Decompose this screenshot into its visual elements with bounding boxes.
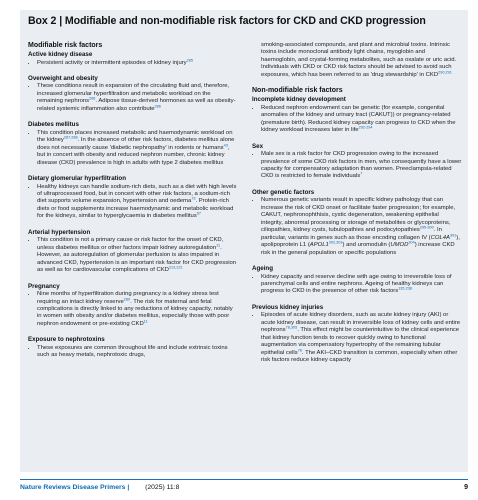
active-kidney-disease-title: Active kidney disease	[28, 51, 93, 58]
gene-name: APOL1	[309, 242, 329, 249]
reference-link[interactable]: 302,303	[328, 240, 343, 245]
pregnancy-title: Pregnancy	[28, 282, 60, 290]
reference-link[interactable]: 73	[191, 196, 196, 201]
reference-link[interactable]: 11	[216, 243, 221, 248]
reference-link[interactable]: 135,238	[398, 286, 412, 291]
overweight-title: Overweight and obesity	[28, 74, 98, 82]
hypertension-title: Arterial hypertension	[28, 228, 91, 236]
incomplete-development-title: Incomplete kidney development	[252, 96, 346, 104]
active-kidney-disease-bullet: • Persistent activity or intermittent episodes of kidney injury$^{285}$	[37, 60, 238, 67]
diabetes-bullet: • This condition places increased metabolic and haemodynamic workload on the kidney$^{287,288}$. In the absence of other risk factors, diabetes mellitus alone does not necessarily cause 'diabetic nephropathy' in rodents or humans$^{43}$, but in concert with obesity and reduced nephron number, chronic kidney disease (CKD) prevalence is high in adults with type 2 diabetes mellitus	[37, 130, 238, 167]
genetic-bullet: • Numerous genetic variants result in specific kidney pathology that can increase the risk of CKD onset or facilitate faster progression; for example, CAKUT, nephronophthisis, cystic degeneration, weakening epithelial integrity, abnormal processing or storage of metabolites or glycoproteins, ciliopathies, kidney cysts, tubulopathies and podocytopathies$^{295-300}$. In particular, variants in genes such as those encoding collagen IV $(COL4A^{301})$, apolipoprotein L1 (APOL1$^{302,303}$) and uromodulin (UMOD$^{304}$) increase CKD risk in the general population or specific populations	[261, 197, 462, 257]
reference-link[interactable]: 301	[449, 233, 457, 238]
sex-bullet: • Male sex is a risk factor for CKD progression owing to the increased prevalence of some CKD risk factors in men, who consequently have a lower capacity for compensatory adaptation than women. Preeclampsia-related CKD is restricted to female individuals$^7$	[261, 151, 462, 181]
diabetes-title: Diabetes mellitus	[28, 121, 79, 129]
box-title: Box 2 | Modifiable and non-modifiable risk factors for CKD and CKD progression	[28, 15, 426, 27]
box-2-panel	[20, 10, 468, 472]
reference-link[interactable]: 11	[143, 319, 148, 324]
nephrotoxins-continued: smoking-associated compounds, and plant and microbial toxins. Intrinsic toxins include monoclonal antibody light chains, myoglobin and haemoglobin, and crystal-forming metabolites, such as oxalate or uric acid. Individuals with CKD or CKD risk factors should be advised to avoid such exposures, which has been referred to as 'drug stewardship' in CKD$^{290,291}$	[261, 42, 457, 78]
reference-link[interactable]: 78	[297, 348, 302, 353]
footer-separator: |	[127, 484, 130, 491]
modifiable-column	[28, 42, 238, 360]
sex-title: Sex	[252, 142, 264, 150]
overweight-bullet: • These conditions result in expansion of the circulating fluid and, therefore, increased glomerular hyperfiltration and metabolic workload on the remaining nephrons$^{286}$. Adipose tissue-derived hormones as well as obesity-related systemic inflammation also contribute$^{286}$	[37, 83, 238, 113]
reference-link[interactable]: 213,221	[168, 265, 183, 270]
page-number: 9	[464, 484, 468, 491]
reference-link[interactable]: 292-294	[358, 125, 373, 130]
ageing-title: Ageing	[252, 265, 273, 273]
non-modifiable-heading: Non-modifiable risk factors	[252, 87, 343, 95]
citation: (2025) 11:8	[145, 484, 180, 491]
genetic-title: Other genetic factors	[252, 188, 315, 196]
nephrotoxins-title: Exposure to nephrotoxins	[28, 336, 105, 344]
reference-link[interactable]: 43	[223, 143, 228, 148]
reference-link[interactable]: 304	[408, 240, 415, 245]
dietary-title: Dietary glomerular hyperfiltration	[28, 175, 126, 183]
incomplete-development-bullet: • Reduced nephron endowment can be genetic (for example, congenital anomalies of the kidney and urinary tract (CAKUT)) or pregnancy-related (premature birth). Reduced kidney capacity can progress to CKD when the kidney workload increases later in life$^{292-294}$	[261, 105, 462, 135]
reference-link[interactable]: 57	[196, 211, 202, 216]
pregnancy-bullet: • Nine months of hyperfiltration during pregnancy is a kidney stress test requiring an intact kidney reserve$^{289}$. The risk for maternal and fetal complications is directly linked to any reductions of kidney capacity, notably in women with obesity and/or diabetes mellitus, especially those with poor nephron endowment or pre-existing CKD$^{11}$	[37, 291, 238, 328]
reference-link[interactable]: 287,288	[63, 135, 78, 140]
hypertension-bullet: • This condition is not a primary cause or risk factor for the onset of CKD, unless diabetes mellitus or other factors impair kidney autoregulation$^{11}$. However, as autoregulation of glomerular perfusion is also impaired in advanced CKD, hypertension is an important risk factor for CKD progression as well as for cardiovascular complications of CKD$^{213,221}$	[37, 237, 238, 274]
reference-link[interactable]: 289	[123, 297, 131, 302]
dietary-bullet: • Healthy kidneys can handle sodium-rich diets, such as a diet with high levels of ultraprocessed food, but in concert with other risk factors, a sodium-rich diet supports volume expansion, hypertension and oedema$^{73}$. Protein-rich diets or food supplements increase haemodynamic and metabolic workload for the kidneys, similar to hyperglycaemia in diabetes mellitus$^{57}$	[37, 184, 238, 221]
nephrotoxins-bullet: • These exposures are common throughout life and include extrinsic toxins such as heavy metals, nephrotoxic drugs,	[37, 345, 238, 360]
reference-link[interactable]: 295-300	[419, 225, 434, 230]
non-modifiable-column	[252, 42, 462, 365]
reference-link[interactable]: 286	[154, 104, 161, 109]
footer	[20, 484, 179, 491]
gene-name: COL4A	[430, 234, 450, 241]
footer-rule	[20, 479, 468, 480]
gene-name: UMOD	[390, 242, 409, 249]
reference-link[interactable]: 286	[89, 96, 96, 101]
journal-name[interactable]: Nature Reviews Disease Primers	[20, 484, 126, 491]
reference-link[interactable]: 290,291	[438, 70, 452, 75]
modifiable-heading: Modifiable risk factors	[28, 42, 103, 49]
ageing-bullet: • Kidney capacity and reserve decline with age owing to irreversible loss of parenchymal cells and entire nephrons. Ageing of healthy kidneys can progress to CKD in the presence of other risk factors$^{135,238}$	[261, 274, 462, 296]
previous-injuries-title: Previous kidney injuries	[252, 303, 324, 311]
reference-link[interactable]: 7	[360, 171, 363, 176]
reference-link[interactable]: 78,305	[285, 325, 298, 330]
reference-link[interactable]: 285	[186, 58, 193, 62]
previous-injuries-bullet: • Episodes of acute kidney disorders, such as acute kidney injury (AKI) or acute kidney disease, can result in irreversible loss of kidney cells and entire nephrons$^{78,305}$. This effect might be counterintuitive to the clinical experience that kidney function tends to recover quickly owing to functional augmentation via compensatory hypertrophy of the remaining tubular epithelial cells$^{78}$. The AKI–CKD transition is common, especially when other risk factors reduce kidney capacity	[261, 312, 462, 364]
